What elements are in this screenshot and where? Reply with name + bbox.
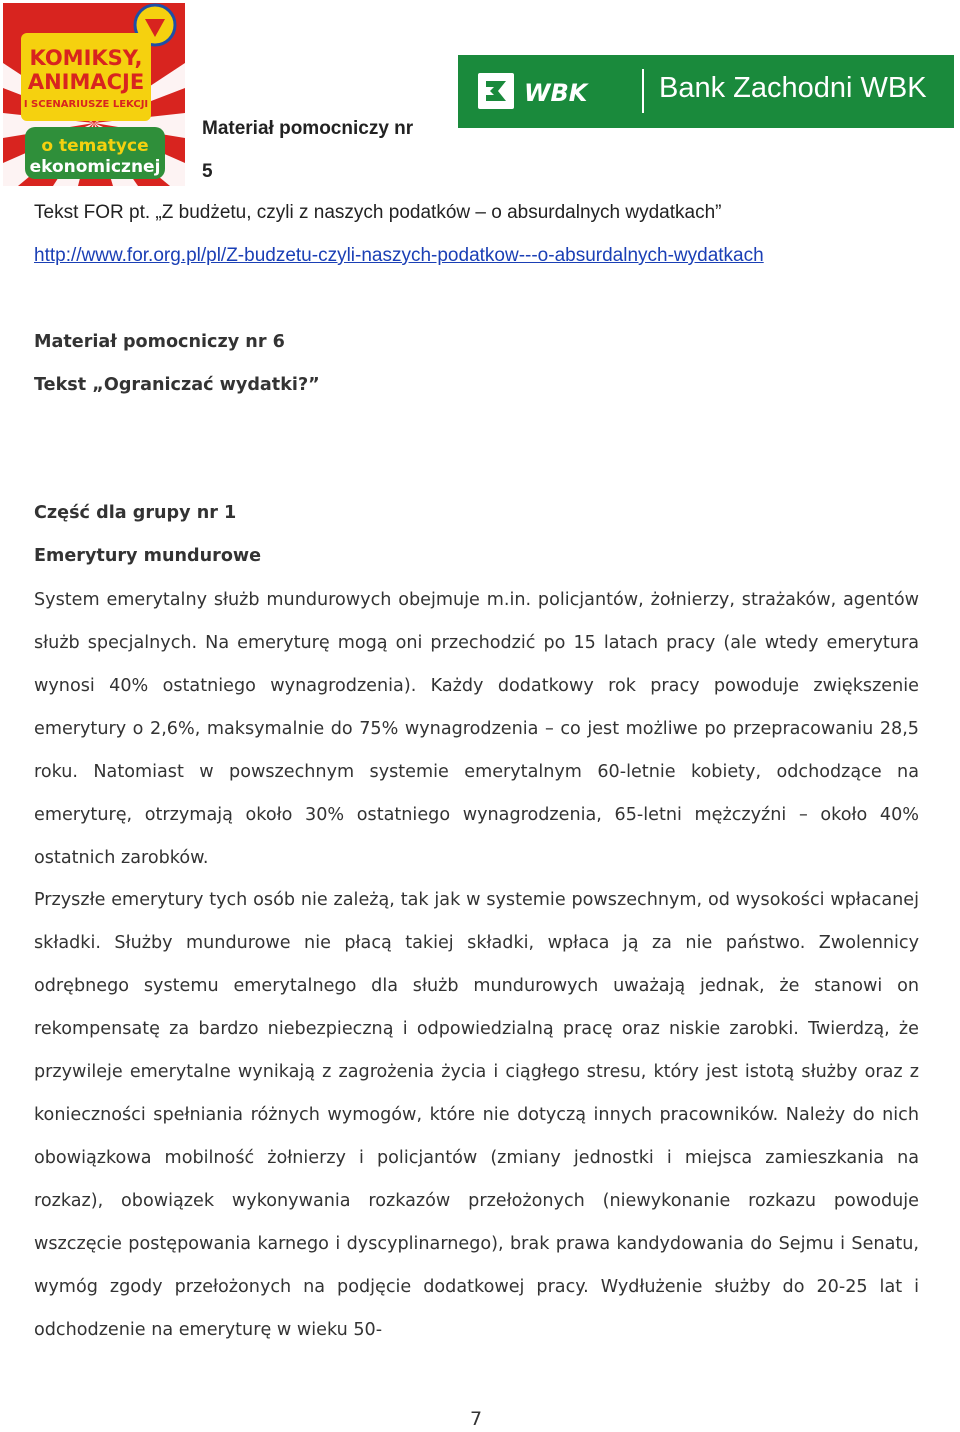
bank-abbr: WBK <box>524 79 588 107</box>
logo-text-line3: I SCENARIUSZE LEKCJI <box>23 99 149 110</box>
logo-text-line5: ekonomicznej <box>29 157 161 177</box>
bank-mark-icon <box>478 71 628 111</box>
bank-logo <box>458 55 954 128</box>
header-number: 5 <box>202 161 213 182</box>
logo-text-line4: o tematyce <box>41 136 149 156</box>
section6-text-title: Tekst „Ograniczać wydatki?” <box>34 375 320 395</box>
group1-paragraph-2: Przyszłe emerytury tych osób nie zależą, tak jak w systemie powszechnym, od wysokości wpłacanej składki. Służby mundurowe nie płacą takiej składki, wpłaca ją za nie państwo. Zwolennicy odrębnego systemu emerytalnego dla służb mundurowych uważają jednak, że stanowi on rekompensatę za bardzo niebezpieczną i odpowiedzialną pracę oraz niskie zarobki. Twierdzą, że przywileje emerytalne wynikają z zagrożenia życia i ciągłego stresu, który jest istotą służby oraz z konieczności spełniania różnych wymogów, które nie dotyczą innych pracowników. Należy do nich obowiązkowa mobilność żołnierzy i policjantów (zmiany jednostki i miejsca zamieszkania na rozkaz), obowiązek wykonywania rozkazów przełożonych (niewykonanie rozkazu powoduje wszczęcie postępowania karnego i dyscyplinarnego), brak prawa kandydowania do Sejmu i Senatu, wymóg zgody przełożonych na podjęcie dodatkowej pracy. Wydłużenie służby do 20-25 lat i odchodzenie na emeryturę w wieku 50- <box>34 890 919 1340</box>
comics-logo-graphic <box>3 3 185 186</box>
logo-text-line2: ANIMACJE <box>27 70 145 94</box>
header-title: Materiał pomocniczy nr <box>202 118 414 139</box>
group1-heading: Część dla grupy nr 1 <box>34 503 237 523</box>
bank-name: Bank Zachodni WBK <box>659 72 927 104</box>
page-number: 7 <box>470 1408 483 1430</box>
group1-paragraph-1: System emerytalny służb mundurowych obejmuje m.in. policjantów, żołnierzy, strażaków, agentów służb specjalnych. Na emeryturę mogą oni przechodzić po 15 latach pracy (ale wtedy emerytura wynosi 40% ostatniego wynagrodzenia). Każdy dodatkowy rok pracy powoduje zwiększenie emerytury o 2,6%, maksymalnie do 75% wynagrodzenia – co jest możliwe po przepracowaniu 28,5 roku. Natomiast w powszechnym systemie emerytalnym 60-letnie kobiety, odchodzące na emeryturę, otrzymają około 30% ostatniego wynagrodzenia, 65-letni mężczyźni – około 40% ostatnich zarobków. <box>34 590 919 868</box>
bank-logo-divider <box>642 69 644 113</box>
section5-link[interactable]: http://www.for.org.pl/pl/Z-budzetu-czyli-naszych-podatkow---o-absurdalnych-wydatkach <box>34 245 764 266</box>
group1-subheading: Emerytury mundurowe <box>34 546 262 566</box>
section6-heading: Materiał pomocniczy nr 6 <box>34 332 285 352</box>
logo-text-line1: KOMIKSY, <box>29 46 143 70</box>
section5-text-title: Tekst FOR pt. „Z budżetu, czyli z naszych podatków – o absurdalnych wydatkach” <box>34 202 722 223</box>
comics-logo <box>3 3 185 186</box>
